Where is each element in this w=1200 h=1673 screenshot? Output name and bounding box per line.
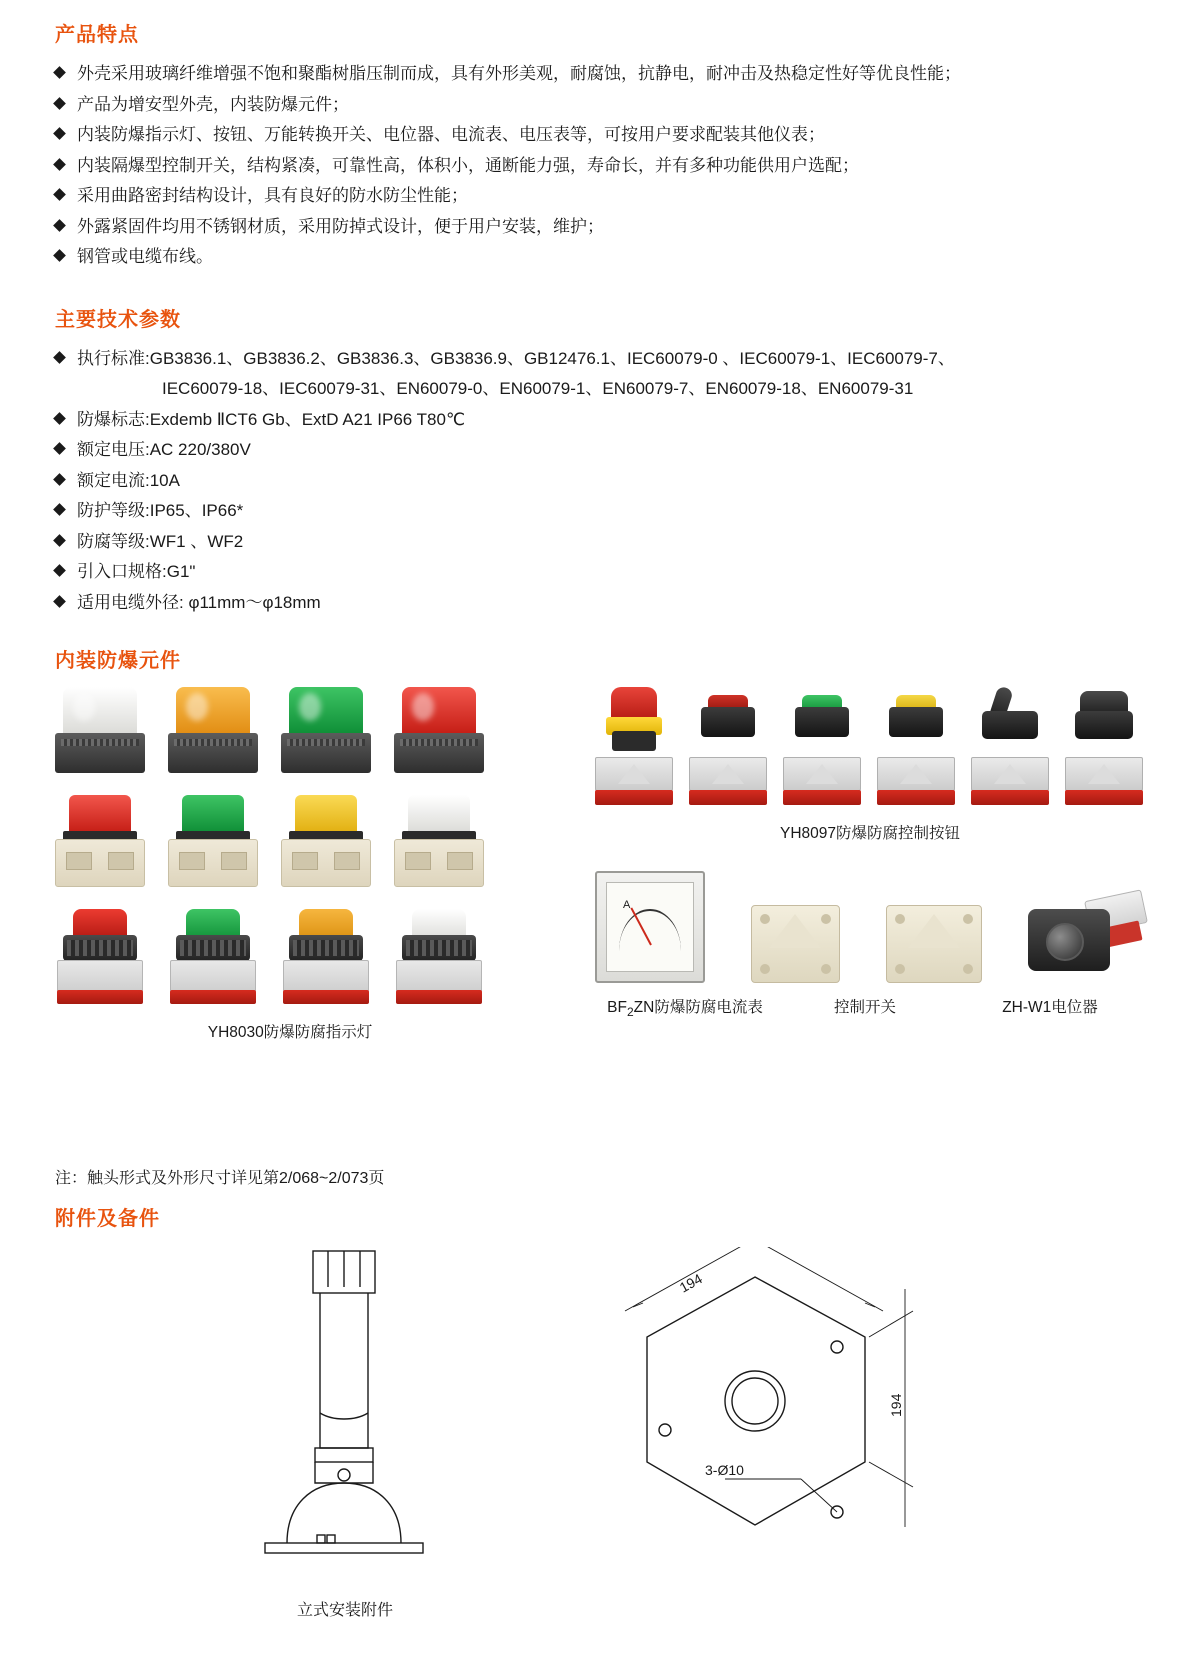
push-button-yellow [877, 687, 955, 805]
potentiometer [1028, 895, 1145, 983]
instrument-row [595, 871, 1145, 983]
push-button-red [689, 687, 767, 805]
spec-continuation: IEC60079-18、IEC60079-31、EN60079-0、EN60079-1、EN60079-7、EN60079-18、EN60079-31 [162, 379, 914, 398]
button-lamp-amber [281, 909, 371, 1004]
caption-ammeter [595, 995, 775, 1019]
components-area [55, 687, 1145, 1157]
caption-ammeter-pre: BF [607, 999, 627, 1016]
diamond-bullet-icon [53, 219, 66, 232]
indicator-lamp-amber [168, 687, 258, 773]
diamond-bullet-icon [53, 442, 66, 455]
push-button-green [783, 687, 861, 805]
button-lamp-white [394, 909, 484, 1004]
list-item [55, 59, 1145, 90]
list-item [55, 496, 1145, 527]
control-switch-body [751, 905, 840, 983]
list-item [55, 212, 1145, 243]
diamond-bullet-icon [53, 249, 66, 262]
spec-text: 防爆标志:Exdemb ⅡCT6 Gb、ExtD A21 IP66 T80℃ [77, 409, 466, 429]
lamp-row-3 [55, 909, 525, 1004]
feature-text: 内装防爆指示灯、按钮、万能转换开关、电位器、电流表、电压表等，可按用户要求配装其他仪表； [77, 125, 825, 144]
diamond-bullet-icon [53, 97, 66, 110]
section-title-specs: 主要技术参数 [55, 308, 181, 331]
lamp-block-white [394, 795, 484, 887]
diamond-bullet-icon [53, 473, 66, 486]
list-item [55, 344, 1145, 375]
list-item [55, 120, 1145, 151]
spec-text: 适用电缆外径: φ11mm～φ18mm [77, 592, 321, 612]
diamond-bullet-icon [53, 127, 66, 140]
caption-control-button: YH8097防爆防腐控制按钮 [779, 825, 960, 842]
control-switch-body-2 [886, 905, 983, 983]
footnote: 注：触头形式及外形尺寸详见第2/068~2/073页 [55, 1170, 385, 1187]
list-item [55, 435, 1145, 466]
vertical-mount-drawing [165, 1243, 525, 1613]
diamond-bullet-icon [53, 503, 66, 516]
ammeter-unit-label: A [623, 899, 631, 911]
spec-text: 额定电压:AC 220/380V [77, 440, 251, 459]
button-lamp-green [168, 909, 258, 1004]
lamp-row-1 [55, 687, 525, 773]
drawings-area [55, 1243, 1145, 1663]
selector-switch-lever [971, 687, 1049, 805]
lamp-block-green [168, 795, 258, 887]
dimension-top: 194 [676, 1270, 705, 1296]
instrument-captions [595, 995, 1145, 1019]
caption-control-switch: 控制开关 [833, 999, 896, 1016]
list-item [55, 151, 1145, 182]
emergency-stop-button [595, 687, 673, 805]
spec-text: 执行标准:GB3836.1、GB3836.2、GB3836.3、GB3836.9、GB12476.1、IEC60079-0 、IEC60079-1、IEC60079-7、 [77, 348, 955, 368]
diamond-bullet-icon [53, 188, 66, 201]
feature-text: 钢管或电缆布线。 [77, 247, 213, 266]
spec-text: 额定电流:10A [77, 470, 180, 490]
ammeter-face [606, 882, 694, 972]
diamond-bullet-icon [53, 351, 66, 364]
control-row [595, 687, 1145, 805]
indicator-lamp-group [55, 687, 525, 1042]
caption-vertical-mount: 立式安装附件 [296, 1602, 393, 1619]
specs-list-rest [55, 405, 1145, 619]
dimension-right: 194 [888, 1393, 904, 1417]
indicator-lamp-green [281, 687, 371, 773]
lamp-block-yellow [281, 795, 371, 887]
spec-text: 引入口规格:G1" [77, 562, 196, 581]
feature-text: 产品为增安型外壳，内装防爆元件； [77, 94, 349, 114]
feature-text: 内装隔爆型控制开关，结构紧凑，可靠性高，体积小，通断能力强，寿命长，并有多种功能供用户选配； [77, 155, 859, 175]
features-list [55, 59, 1145, 273]
list-item [55, 557, 1145, 588]
hex-plate-drawing [565, 1247, 965, 1577]
diamond-bullet-icon [53, 595, 66, 608]
indicator-lamp-white [55, 687, 145, 773]
section-title-features: 产品特点 [55, 24, 139, 46]
diamond-bullet-icon [53, 564, 66, 577]
caption-indicator-lamp: YH8030防爆防腐指示灯 [207, 1024, 373, 1041]
diamond-bullet-icon [53, 534, 66, 547]
lamp-block-red [55, 795, 145, 887]
list-item [55, 466, 1145, 497]
caption-ammeter-sub: 2 [626, 1005, 634, 1020]
lamp-row-2 [55, 795, 525, 887]
rotary-switch [1065, 687, 1143, 805]
list-item [55, 527, 1145, 558]
control-button-group [595, 687, 1145, 1019]
list-item [55, 588, 1145, 619]
list-item [55, 90, 1145, 121]
spec-text: 防护等级:IP65、IP66* [77, 501, 244, 520]
dimension-hole: 3-Ø10 [705, 1462, 744, 1478]
diamond-bullet-icon [53, 66, 66, 79]
caption-ammeter-post: ZN防爆防腐电流表 [633, 999, 763, 1016]
feature-text: 采用曲路密封结构设计，具有良好的防水防尘性能； [77, 186, 468, 205]
list-item [55, 405, 1145, 436]
section-title-components: 内装防爆元件 [55, 650, 181, 672]
feature-text: 外露紧固件均用不锈钢材质，采用防掉式设计，便于用户安装，维护； [77, 216, 604, 236]
indicator-lamp-red [394, 687, 484, 773]
spec-text: 防腐等级:WF1 、WF2 [77, 531, 244, 551]
caption-potentiometer: ZH-W1电位器 [1002, 999, 1098, 1016]
section-title-accessories: 附件及备件 [55, 1208, 160, 1230]
specs-list [55, 344, 1145, 375]
list-item [55, 242, 1145, 273]
list-item [55, 181, 1145, 212]
feature-text: 外壳采用玻璃纤维增强不饱和聚酯树脂压制而成，具有外形美观，耐腐蚀，抗静电，耐冲击及热稳定性好等优良性能； [77, 64, 961, 83]
diamond-bullet-icon [53, 158, 66, 171]
diamond-bullet-icon [53, 412, 66, 425]
ammeter [595, 871, 705, 983]
button-lamp-red [55, 909, 145, 1004]
